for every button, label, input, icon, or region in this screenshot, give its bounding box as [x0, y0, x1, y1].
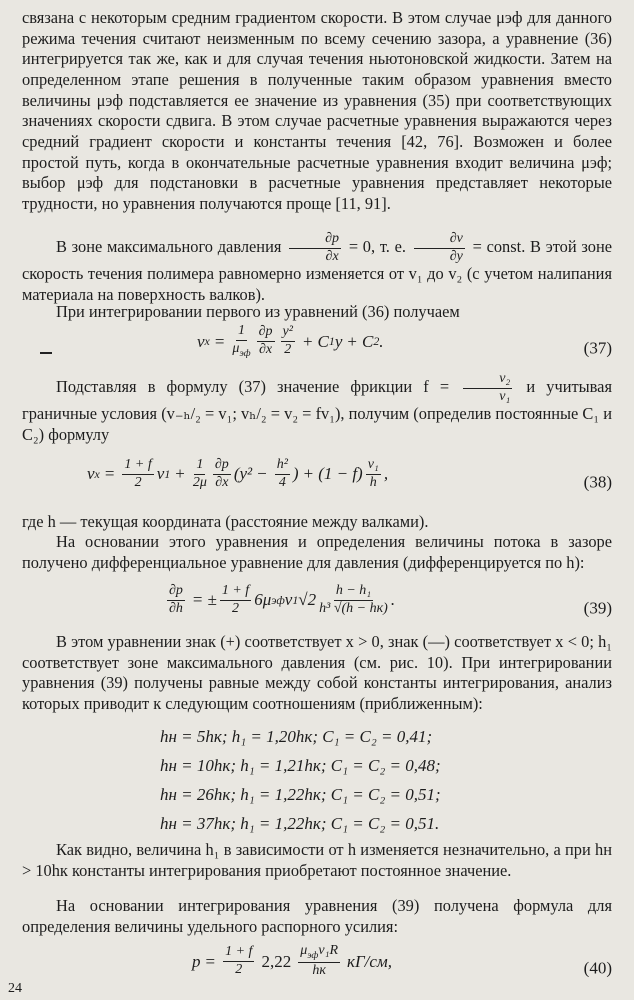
equation-40: p = $\frac{1 + f}{2}$ 2,22 $\frac{\mu_{эф}v_1R}{hк}$ кГ/см, (40)	[192, 943, 612, 979]
paragraph-4: Подставляя в формулу (37) значение фрикции f = $\frac{\text{v₂}}{\text{v₁}}$ и учитывая граничные условия (v₋ₕ/₂ = v₁; vₕ/₂ = v₂ = fv₁), получим (определив постоянные C₁ и C₂) формулу	[22, 371, 612, 445]
dp-dx-fraction: $\frac{\partial p}{\partial x}$	[289, 232, 341, 264]
relation-row: hн = 37hк; h₁ = 1,22hк; C₁ = C₂ = 0,51.	[160, 814, 440, 833]
paragraph-9: На основании интегрирования уравнения (39) получена формула для определения величины удельного распорного усилия:	[22, 896, 612, 936]
equation-38: v x = $\frac{1 + f}{2}$ v 1 + $\frac{1}{2\mu}$ $\frac{\partial p}{\partial x}$ (y² − $\frac{\text{h²}}{4}$ ) + (1 − f) $\frac{\text{v₁}}{h}$ , (38)	[87, 457, 612, 492]
dv-dy-fraction: $\frac{\partial v}{\partial y}$	[414, 232, 465, 264]
paragraph-8: Как видно, величина h₁ в зависимости от h изменяется незначительно, а при hн > 10hк константы интегрирования приобретают постоянное значение.	[22, 840, 612, 880]
margin-mark	[40, 352, 52, 354]
friction-fraction: $\frac{\text{v₂}}{\text{v₁}}$	[463, 372, 512, 404]
equation-39: $\frac{\partial p}{\partial h}$ = ± $\frac{1 + f}{2}$ 6μ эф v 1 √2 $\frac{\text{h − h₁}}{\text{h³ √(h − hк)}}$ . (39)	[169, 583, 612, 618]
equation-37: v x = $\frac{1}{\mu_{эф}}$ $\frac{\partial p}{\partial x}$ $\frac{\text{y²}}{2}$ + C 1 y + C 2 . (37)	[197, 323, 612, 359]
relation-row: hн = 10hк; h₁ = 1,21hк; C₁ = C₂ = 0,48;	[160, 756, 441, 775]
relation-row: hн = 26hк; h₁ = 1,22hк; C₁ = C₂ = 0,51;	[160, 785, 441, 804]
equation-number-37: (37)	[583, 338, 612, 358]
equation-number-40: (40)	[583, 958, 612, 978]
page-number: 24	[8, 981, 22, 996]
equation-number-39: (39)	[583, 598, 612, 618]
relations-list	[160, 722, 441, 838]
paragraph-6: На основании этого уравнения и определения величины потока в зазоре получено дифференциальное уравнение для давления (дифференцируется по h):	[22, 532, 612, 572]
paragraph-5: где h — текущая координата (расстояние между валками).	[22, 512, 429, 531]
relation-row: hн = 5hк; h₁ = 1,20hк; C₁ = C₂ = 0,41;	[160, 727, 433, 746]
paragraph-2: В зоне максимального давления $\frac{\partial p}{\partial x}$ = 0, т. е. $\frac{\partial v}{\partial y}$ = const. В этой зоне скорость течения полимера равномерно изменяется от v₁ до v₂ (с учетом налипания материала на поверхность валков).	[22, 231, 612, 305]
paragraph-1: связана с некоторым средним градиентом скорости. В этом случае μэф для данного режима течения считают неизменным по всему сечению зазора, а уравнение (36) интегрируется так же, как и для случая течения ньютоновской жидкости. Затем на определенном этапе решения в полученные таким образом уравнения вместо величины μэф подставляется ее значение из уравнения (35) при соответствующих значениях скорости сдвига. В этом случае расчетные уравнения выражаются через средний градиент скорости и константы течения [42, 76]. Возможен и более простой путь, когда в окончательные расчетные уравнения входит величина μэф; выбор μэф для подстановки в расчетные уравнения представляет некоторые трудности, но уравнения получаются проще [11, 91].	[22, 8, 612, 214]
equation-number-38: (38)	[583, 472, 612, 492]
paragraph-7: В этом уравнении знак (+) соответствует x > 0, знак (—) соответствует x < 0; h₁ соответствует зоне максимального давления (см. рис. 10). При интегрировании уравнения (39) получены равные между собой константы интегрирования, анализ которых приводит к следующим соотношениям (приближенным):	[22, 632, 612, 714]
paragraph-3: При интегрировании первого из уравнений (36) получаем	[56, 302, 460, 321]
